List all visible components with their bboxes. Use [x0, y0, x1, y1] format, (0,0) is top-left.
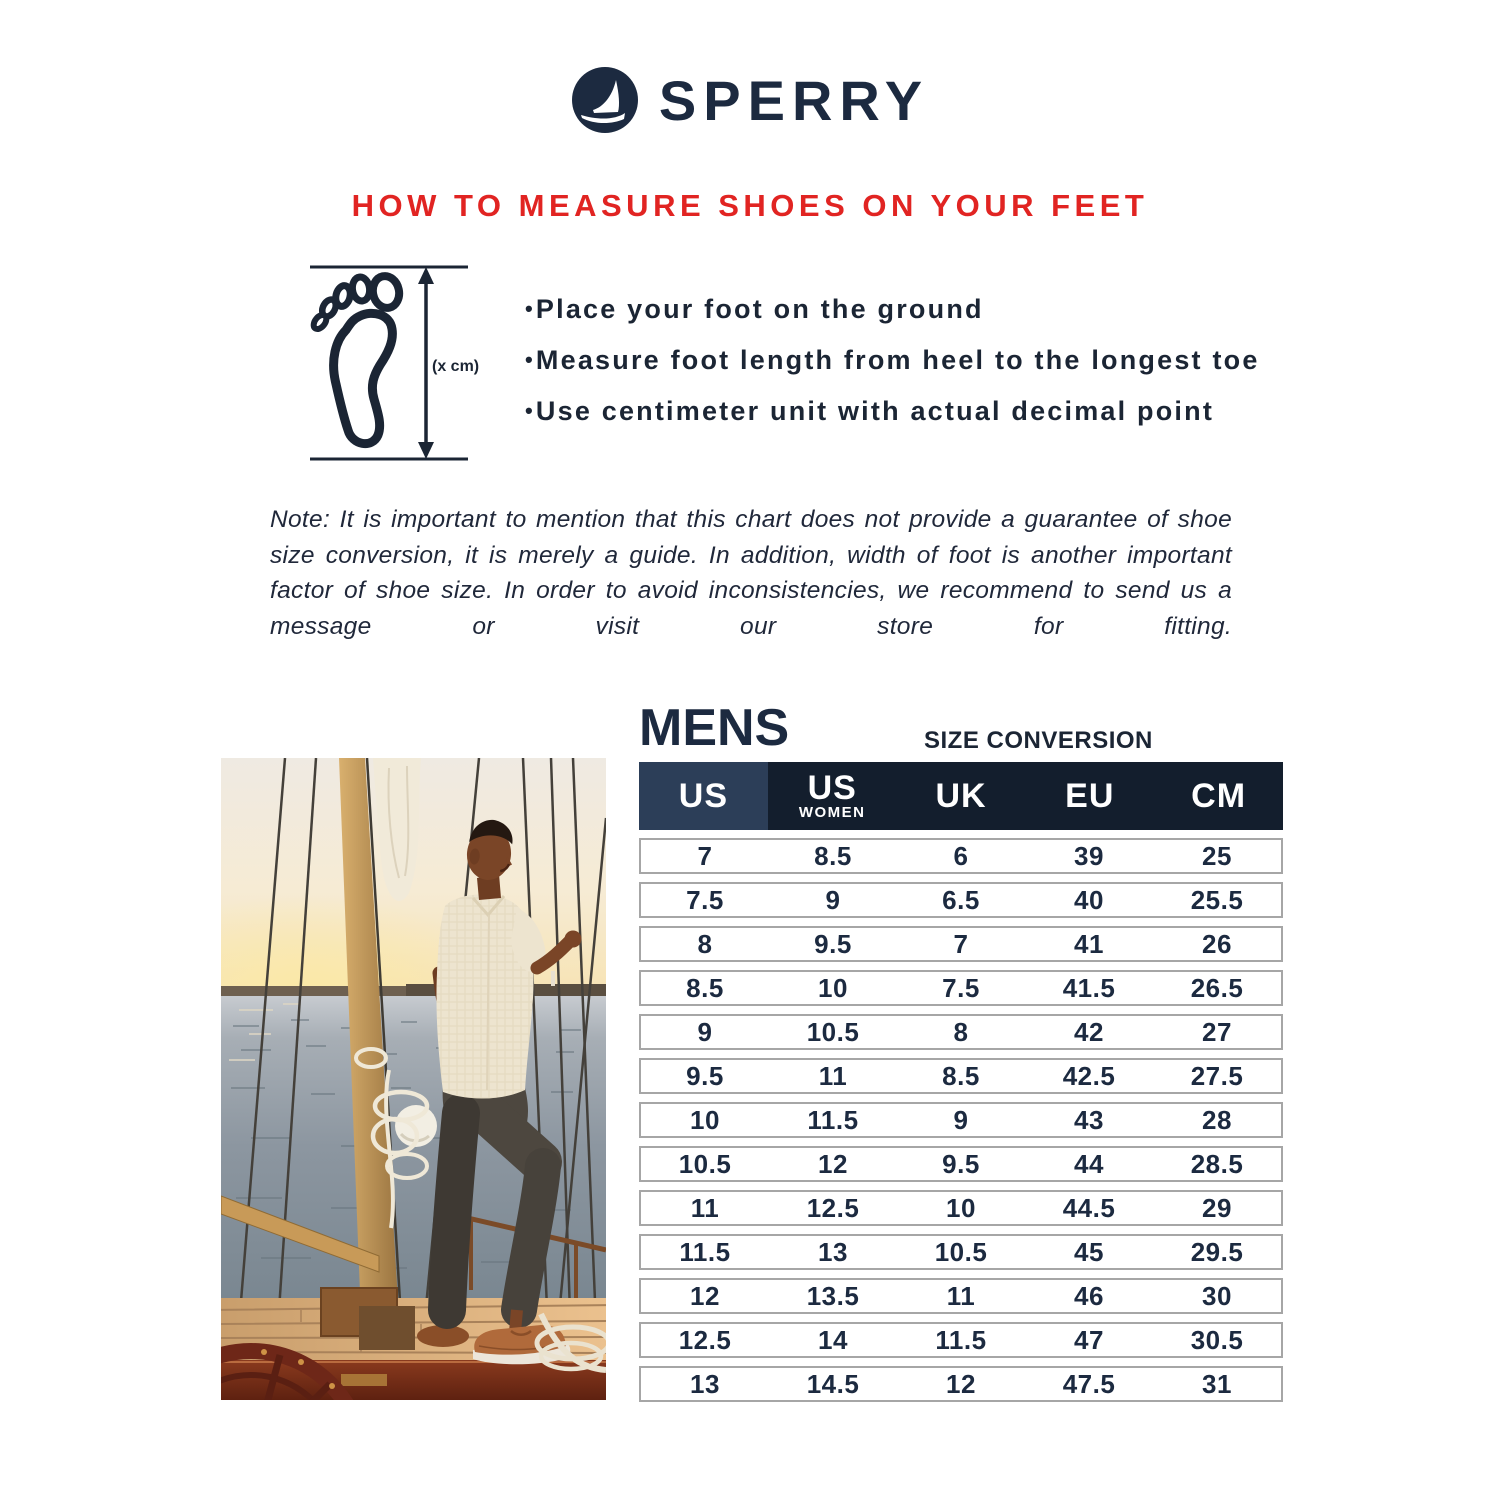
page-title: HOW TO MEASURE SHOES ON YOUR FEET: [351, 188, 1149, 223]
table-row: 12 13.5 11 46 30: [639, 1278, 1283, 1314]
table-row: 9.5 11 8.5 42.5 27.5: [639, 1058, 1283, 1094]
bullet-glyph: •: [525, 347, 535, 372]
table-row: 12.5 14 11.5 47 30.5: [639, 1322, 1283, 1358]
brand: [0, 66, 1500, 134]
column-header-uk: UK: [935, 777, 987, 815]
column-header-us: US: [639, 762, 768, 830]
measure-label: (x cm): [432, 358, 480, 375]
table-row: 11 12.5 10 44.5 29: [639, 1190, 1283, 1226]
table-row: 8.5 10 7.5 41.5 26.5: [639, 970, 1283, 1006]
footprint-icon: [311, 274, 402, 444]
table-row: 10.5 12 9.5 44 28.5: [639, 1146, 1283, 1182]
section-subtitle: SIZE CONVERSION: [924, 727, 1153, 754]
brass-plaque: [341, 1374, 387, 1386]
sailing-photo: [221, 758, 606, 1400]
size-table-header: [639, 762, 1283, 830]
table-row: 10 11.5 9 43 28: [639, 1102, 1283, 1138]
disclaimer-note: Note: It is important to mention that this chart does not provide a guarantee of shoe size conversion, it is merely a guide. In addition, width of foot is another important factor of shoe size. In order to avoid inconsistencies, we recommend to send us a message or visit our store for fitting.: [270, 506, 1232, 640]
bullet-glyph: •: [525, 398, 535, 423]
table-row: 8 9.5 7 41 26: [639, 926, 1283, 962]
instruction-item: [525, 345, 1260, 376]
section-title-mens: MENS: [639, 699, 790, 757]
size-table-body: [639, 838, 1283, 1410]
mast-base: [359, 1306, 415, 1350]
table-row: 7.5 9 6.5 40 25.5: [639, 882, 1283, 918]
table-row: 7 8.5 6 39 25: [639, 838, 1283, 874]
instructions-list: [525, 294, 1260, 427]
instruction-item: [525, 294, 1260, 325]
column-header-eu: EU: [1065, 777, 1115, 815]
instruction-text: Place your foot on the ground: [535, 294, 984, 324]
sperry-logo-icon: [571, 66, 639, 134]
brand-name: SPERRY: [658, 68, 930, 132]
table-row: 13 14.5 12 47.5 31: [639, 1366, 1283, 1402]
foot-measure-diagram: [308, 258, 483, 470]
instruction-text: Measure foot length from heel to the longest toe: [535, 345, 1260, 375]
bullet-glyph: •: [525, 296, 535, 321]
table-row: 11.5 13 10.5 45 29.5: [639, 1234, 1283, 1270]
table-row: 9 10.5 8 42 27: [639, 1014, 1283, 1050]
lighthouse: [551, 971, 555, 986]
instruction-text: Use centimeter unit with actual decimal point: [535, 396, 1215, 426]
column-header-cm: CM: [1191, 777, 1247, 815]
instruction-item: [525, 396, 1260, 427]
column-header-us-women: US WOMEN: [798, 769, 866, 821]
